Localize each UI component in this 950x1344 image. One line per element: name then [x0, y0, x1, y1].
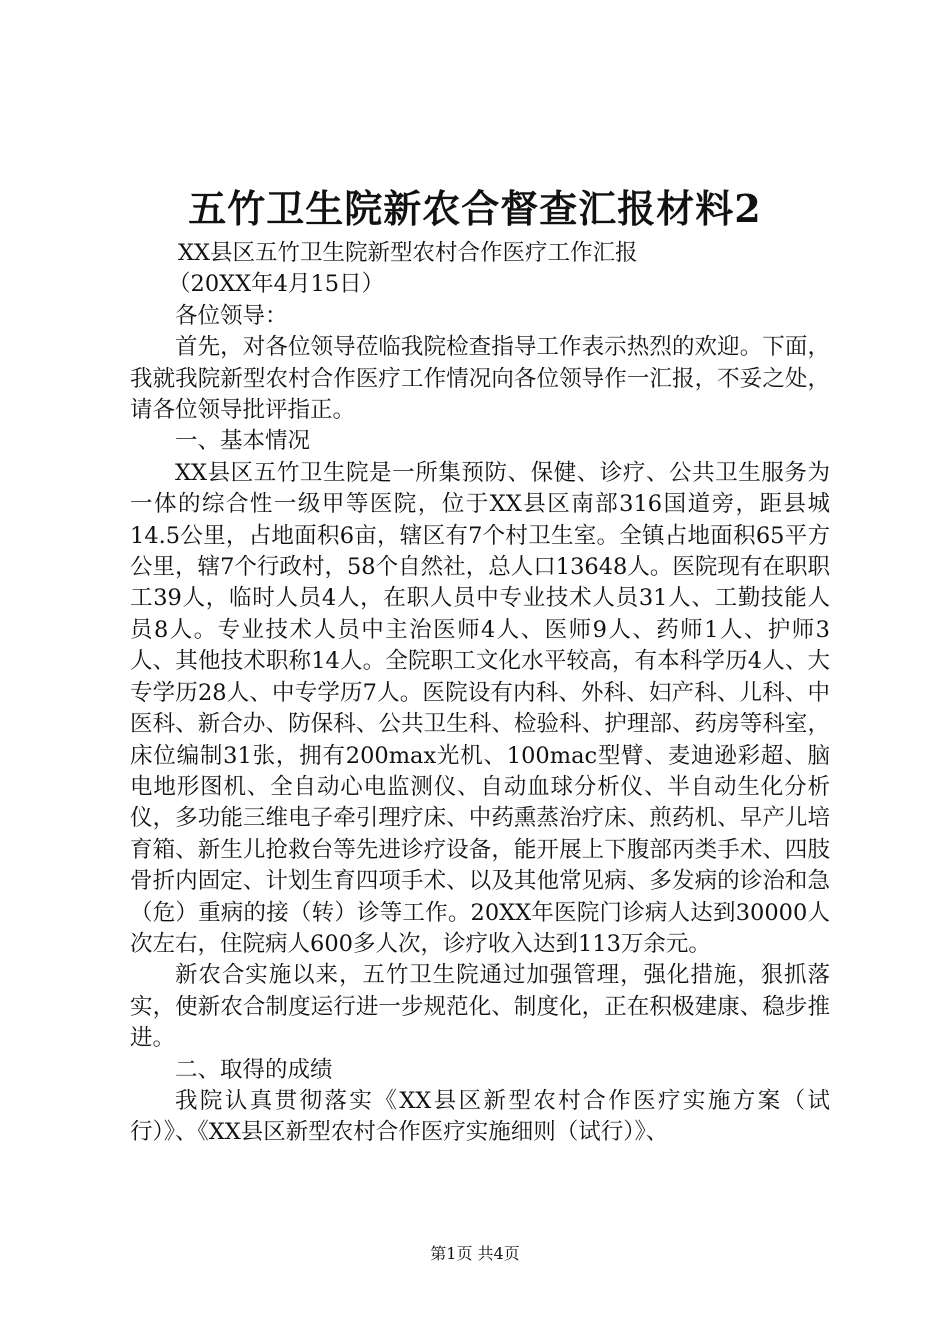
- report-heading: XX县区五竹卫生院新型农村合作医疗工作汇报: [178, 240, 638, 266]
- salutation: 各位领导：: [175, 302, 288, 329]
- document-title: 五竹卫生院新农合督查汇报材料2: [188, 186, 762, 231]
- section-heading-achievements: 二、取得的成绩: [175, 1056, 333, 1083]
- page-footer: 第1页 共4页: [430, 1244, 520, 1263]
- paragraph-implementation: 新农合实施以来，五竹卫生院通过加强管理，强化措施，狠抓落实，使新农合制度运行进一步规范化、制度化，正在积极建康、稳步推进。: [130, 962, 830, 1052]
- paragraph-intro: 首先，对各位领导莅临我院检查指导工作表示热烈的欢迎。下面，我就我院新型农村合作医疗工作情况向各位领导作一汇报，不妥之处，请各位领导批评指正。: [130, 334, 830, 424]
- document-body: [130, 238, 830, 1149]
- paragraph-achievements: 我院认真贯彻落实《XX县区新型农村合作医疗实施方案（试行）》、《XX县区新型农村合作医疗实施细则（试行）》、: [130, 1087, 830, 1146]
- report-date: （20XX年4月15日）: [168, 271, 385, 298]
- paragraph-basic-info: XX县区五竹卫生院是一所集预防、保健、诊疗、公共卫生服务为一体的综合性一级甲等医院，位于XX县区南部316国道旁，距县城14.5公里，占地面积6亩，辖区有7个村卫生室。全镇占地面积65平方公里，辖7个行政村，58个自然社，总人口13648人。医院现有在职职工39人，临时人员4人，在职人员中专业技术人员31人、工勤技能人员8人。专业技术人员中主治医师4人、医师9人、药师1人、护师3人、其他技术职称14人。全院职工文化水平较高，有本科学历4人、大专学历28人、中专学历7人。医院设有内科、外科、妇产科、儿科、中医科、新合办、防保科、公共卫生科、检验科、护理部、药房等科室，床位编制31张，拥有200max光机、100mac型臂、麦迪逊彩超、脑电地形图机、全自动心电监测仪、自动血球分析仪、半自动生化分析仪，多功能三维电子牵引理疗床、中药熏蒸治疗床、煎药机、早产儿培育箱、新生儿抢救台等先进诊疗设备，能开展上下腹部丙类手术、四肢骨折内固定、计划生育四项手术、以及其他常见病、多发病的诊治和急（危）重病的接（转）诊等工作。20XX年医院门诊病人达到30000人次左右，住院病人600多人次，诊疗收入达到113万余元。: [130, 459, 830, 957]
- section-heading-basic-info: 一、基本情况: [175, 428, 311, 455]
